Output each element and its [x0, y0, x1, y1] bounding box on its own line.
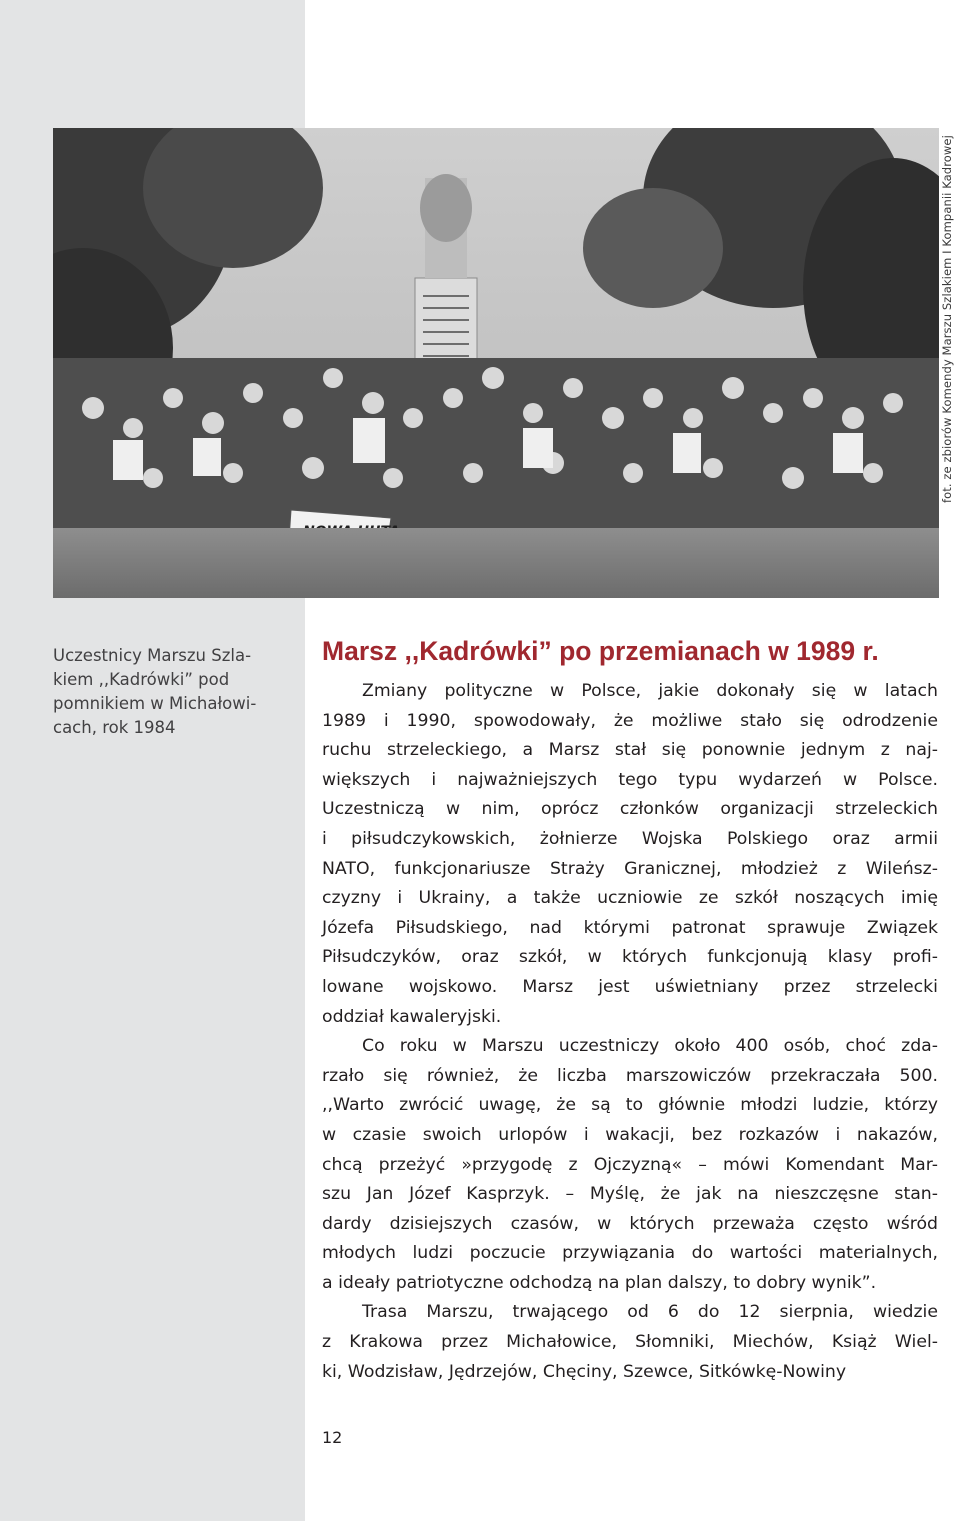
body-line: ,,Warto zwrócić uwagę, że są to głównie młodzi ludzie, którzy [322, 1095, 938, 1116]
body-line: Zmiany polityczne w Polsce, jakie dokonały się w latach [362, 681, 938, 701]
body-line: 1989 i 1990, spowodowały, że możliwe stało się odrodzenie [322, 710, 938, 731]
section-heading: Marsz ,,Kadrówki” po przemianach w 1989 r. [322, 636, 879, 666]
caption-line: Uczestnicy Marszu Szla- [53, 646, 252, 665]
body-line: Co roku w Marszu uczestniczy około 400 osób, choć zda- [362, 1036, 938, 1057]
body-line: rzało się również, że liczba marszowiczów przekraczała 500. [322, 1065, 938, 1086]
body-line: NATO, funkcjonariusze Straży Granicznej, młodzież z Wileńsz- [322, 858, 938, 879]
body-line: większych i najważniejszych tego typu wydarzeń w Polsce. [322, 769, 938, 790]
body-line: dardy dzisiejszych czasów, w których przeważa często wśród [322, 1213, 938, 1234]
body-line: ruchu strzeleckiego, a Marsz stał się ponownie jednym z naj- [322, 740, 938, 761]
body-line: Józefa Piłsudskiego, nad którymi patronat sprawuje Związek [322, 917, 938, 938]
body-line: Trasa Marszu, trwającego od 6 do 12 sierpnia, wiedzie [362, 1302, 938, 1323]
photo-caption [53, 644, 288, 740]
body-line: i piłsudczykowskich, żołnierze Wojska Polskiego oraz armii [322, 828, 938, 849]
photo-credit: fot. ze zbiorów Komendy Marszu Szlakiem I Kompanii Kadrowej [940, 135, 954, 503]
caption-line: kiem ,,Kadrówki” pod [53, 670, 230, 689]
body-line: szu Jan Józef Kasprzyk. – Myślę, że jak na nieszczęsne stan- [322, 1184, 938, 1205]
body-line: z Krakowa przez Michałowice, Słomniki, Miechów, Książ Wiel- [322, 1332, 938, 1353]
body-line: czyzny i Ukrainy, a także uczniowie ze szkół noszących imię [322, 888, 938, 909]
body-line: Piłsudczyków, oraz szkół, w których funkcjonują klasy profi- [322, 947, 938, 968]
body-line: oddział kawaleryjski. [322, 1006, 502, 1027]
body-line: ki, Wodzisław, Jędrzejów, Chęciny, Szewce, Sitkówkę-Nowiny [322, 1361, 847, 1382]
body-line: chcą przeżyć »przygodę z Ojczyzną« – mówi Komendant Mar- [322, 1154, 938, 1175]
body-line: lowane wojskowo. Marsz jest uświetniany przez strzelecki [322, 976, 938, 997]
body-text [322, 677, 938, 1387]
group-photo [53, 128, 939, 598]
body-line: a ideały patriotyczne odchodzą na plan dalszy, to dobry wynik”. [322, 1272, 877, 1293]
body-line: w czasie swoich urlopów i wakacji, bez rozkazów i nakazów, [322, 1124, 938, 1145]
caption-line: cach, rok 1984 [53, 718, 176, 737]
body-line: Uczestniczą w nim, oprócz członków organizacji strzeleckich [322, 799, 938, 820]
caption-line: pomnikiem w Michałowi- [53, 694, 257, 713]
body-line: młodych ludzi poczucie przywiązania do wartości materialnych, [322, 1243, 938, 1264]
group-photo-image [53, 128, 939, 598]
page-number: 12 [322, 1428, 343, 1447]
